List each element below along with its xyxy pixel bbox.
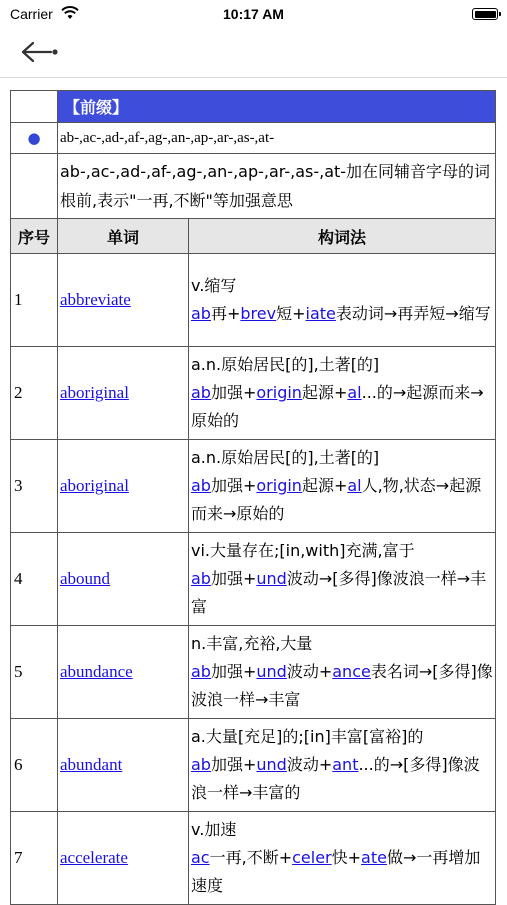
word-cell [58, 533, 189, 626]
table-header-row [11, 219, 496, 254]
prefix-table [10, 90, 496, 905]
formation-cell [189, 254, 496, 347]
prefix-description: ab-,ac-,ad-,af-,ag-,an-,ap-,ar-,as-,at-加在同辅音字母的词根前,表示"一再,不断"等加强意思 [58, 154, 496, 219]
column-header-word: 单词 [58, 219, 189, 254]
root-link[interactable]: brev [240, 304, 277, 323]
root-link[interactable]: ab [191, 476, 211, 495]
word-cell [58, 254, 189, 347]
formation-text: 加强+ [210, 476, 257, 495]
word-cell [58, 719, 189, 812]
status-bar [0, 0, 507, 30]
table-row [11, 254, 496, 347]
formation-text: 波动+ [286, 755, 333, 774]
formation-cell [189, 812, 496, 905]
navigation-bar [0, 30, 507, 78]
word-cell [58, 440, 189, 533]
row-number: 5 [11, 626, 58, 719]
table-row [11, 533, 496, 626]
root-link[interactable]: ance [332, 662, 371, 681]
root-link[interactable]: ab [191, 304, 211, 323]
word-cell [58, 347, 189, 440]
formation-text: 快+ [331, 848, 362, 867]
root-link[interactable]: al [347, 383, 362, 402]
word-meaning: n.丰富,充裕,大量 [191, 634, 313, 653]
formation-text: 加强+ [210, 569, 257, 588]
root-link[interactable]: ate [361, 848, 387, 867]
prefix-heading: 【前缀】 [58, 91, 496, 123]
root-link[interactable]: ab [191, 569, 211, 588]
empty-cell [11, 91, 58, 123]
prefix-forms-row [11, 123, 496, 154]
table-row [11, 719, 496, 812]
root-link[interactable]: ab [191, 755, 211, 774]
word-link[interactable]: abundant [60, 755, 123, 774]
table-row [11, 812, 496, 905]
word-meaning: a.n.原始居民[的],土著[的] [191, 448, 380, 467]
word-cell [58, 626, 189, 719]
row-number: 7 [11, 812, 58, 905]
root-link[interactable]: origin [256, 476, 302, 495]
word-link[interactable]: abbreviate [60, 290, 131, 309]
formation-text: 短+ [276, 304, 306, 323]
row-number: 6 [11, 719, 58, 812]
table-row [11, 347, 496, 440]
word-meaning: a.n.原始居民[的],土著[的] [191, 355, 380, 374]
formation-text: 波动→[多得]像波浪一样→丰富 [191, 569, 487, 616]
root-link[interactable]: celer [292, 848, 332, 867]
root-link[interactable]: ac [191, 848, 210, 867]
back-arrow-icon[interactable] [20, 40, 64, 66]
word-link[interactable]: aboriginal [60, 476, 129, 495]
root-link[interactable]: iate [305, 304, 336, 323]
row-number: 2 [11, 347, 58, 440]
word-rows [11, 254, 496, 905]
formation-text: 一再,不断+ [209, 848, 293, 867]
word-link[interactable]: abundance [60, 662, 133, 681]
root-link[interactable]: ab [191, 662, 211, 681]
root-link[interactable]: origin [256, 383, 302, 402]
formation-text: ...的→起源而来→原始的 [191, 383, 484, 430]
root-link[interactable]: ant [332, 755, 359, 774]
column-header-number: 序号 [11, 219, 58, 254]
formation-text: 起源+ [301, 476, 348, 495]
word-meaning: a.大量[充足]的;[in]丰富[富裕]的 [191, 727, 424, 746]
formation-text: 波动+ [286, 662, 333, 681]
row-number: 3 [11, 440, 58, 533]
formation-text: 表动词→再弄短→缩写 [335, 304, 491, 323]
word-meaning: v.缩写 [191, 276, 237, 295]
word-meaning: vi.大量存在;[in,with]充满,富于 [191, 541, 415, 560]
carrier-label: Carrier [10, 6, 53, 22]
formation-cell [189, 347, 496, 440]
bullet-icon: ● [11, 123, 58, 154]
prefix-heading-row [11, 91, 496, 123]
prefix-forms: ab-,ac-,ad-,af-,ag-,an-,ap-,ar-,as-,at- [58, 123, 496, 154]
battery-icon [472, 8, 498, 20]
word-meaning: v.加速 [191, 820, 237, 839]
column-header-formation: 构词法 [189, 219, 496, 254]
prefix-description-row [11, 154, 496, 219]
table-row [11, 626, 496, 719]
root-link[interactable]: und [256, 569, 287, 588]
formation-text: 再+ [210, 304, 241, 323]
formation-cell [189, 626, 496, 719]
root-link[interactable]: ab [191, 383, 211, 402]
formation-text: 加强+ [210, 755, 257, 774]
empty-cell [11, 154, 58, 219]
row-number: 1 [11, 254, 58, 347]
formation-text: 表名词→[多得]像波浪一样→丰富 [191, 662, 493, 709]
root-link[interactable]: al [347, 476, 362, 495]
formation-text: 加强+ [210, 662, 257, 681]
formation-text: 起源+ [301, 383, 348, 402]
prefix-content [10, 90, 497, 905]
root-link[interactable]: und [256, 662, 287, 681]
row-number: 4 [11, 533, 58, 626]
formation-cell [189, 719, 496, 812]
formation-cell [189, 533, 496, 626]
table-row [11, 440, 496, 533]
formation-text: 加强+ [210, 383, 257, 402]
formation-cell [189, 440, 496, 533]
word-cell [58, 812, 189, 905]
status-time: 10:17 AM [223, 6, 284, 22]
word-link[interactable]: aboriginal [60, 383, 129, 402]
word-link[interactable]: abound [60, 569, 111, 588]
formation-text: 做→一再增加速度 [191, 848, 481, 895]
word-link[interactable]: accelerate [60, 848, 128, 867]
root-link[interactable]: und [256, 755, 287, 774]
formation-text: 人,物,状态→起源而来→原始的 [191, 476, 482, 523]
formation-text: ...的→[多得]像波浪一样→丰富的 [191, 755, 480, 802]
